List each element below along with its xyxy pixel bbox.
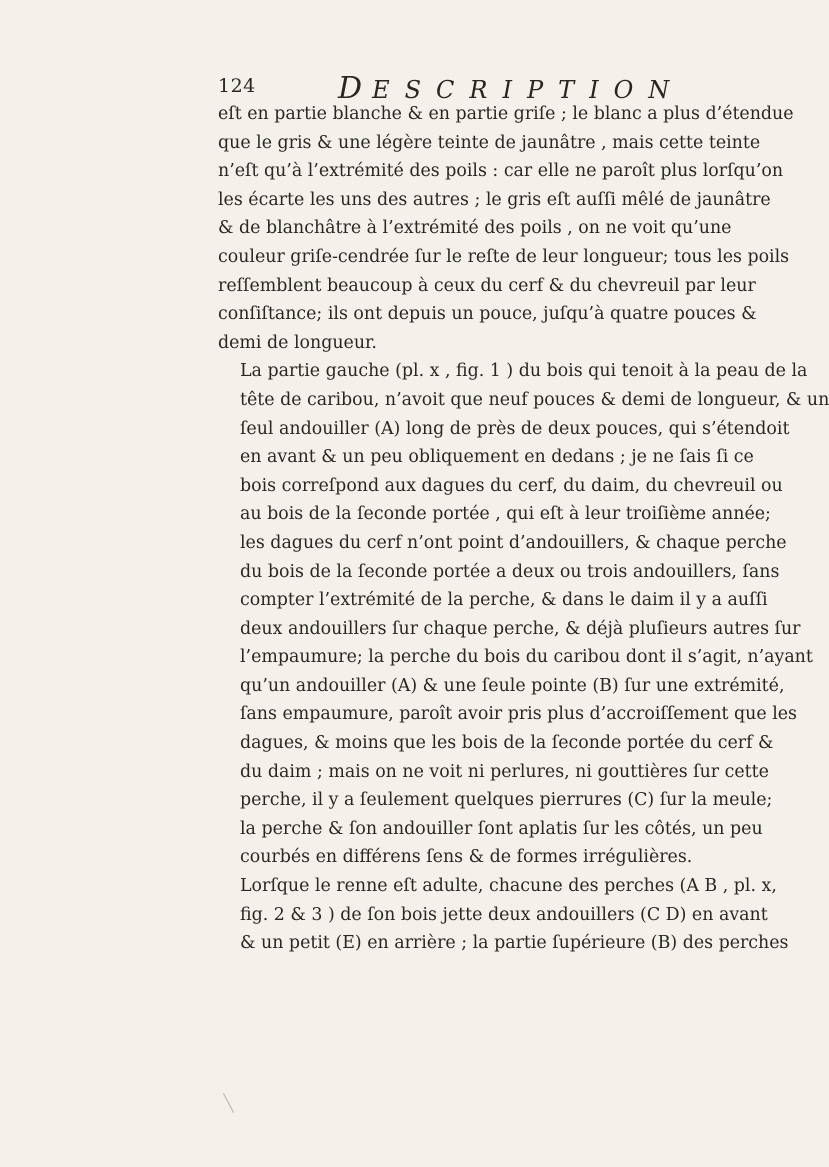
text-line: couleur griſe-cendrée ſur le reſte de leur longueur; tous les poils bbox=[218, 246, 790, 267]
running-title-initial: D bbox=[338, 71, 373, 106]
text-line: dagues, & moins que les bois de la ſeconde portée du cerf & bbox=[240, 733, 774, 754]
text-line: l’empaumure; la perche du bois du caribou dont il s’agit, n’ayant bbox=[240, 647, 813, 668]
text-line: au bois de la ſeconde portée , qui eſt à leur troiſième année; bbox=[240, 504, 771, 525]
paragraph bbox=[218, 357, 829, 872]
text-line: La partie gauche (pl. x , fig. 1 ) du bois qui tenoit à la peau de la bbox=[240, 361, 808, 382]
text-line: & un petit (E) en arrière ; la partie ſupérieure (B) des perches bbox=[240, 933, 789, 954]
text-line: demi de longueur. bbox=[218, 332, 377, 353]
paragraph bbox=[218, 100, 794, 357]
text-line: ſeul andouiller (A) long de près de deux pouces, qui s’étendoit bbox=[240, 418, 790, 439]
text-line: courbés en différens ſens & de formes irrégulières. bbox=[240, 847, 693, 868]
text-line: compter l’extrémité de la perche, & dans le daim il y a auſſi bbox=[240, 590, 768, 611]
page-number: 124 bbox=[218, 75, 256, 97]
text-line: perche, il y a ſeulement quelques pierrures (C) ſur la meule; bbox=[240, 790, 773, 811]
text-line: les dagues du cerf n’ont point d’andouillers, & chaque perche bbox=[240, 532, 787, 553]
text-line: n’eſt qu’à l’extrémité des poils : car elle ne paroît plus lorſqu’on bbox=[218, 161, 784, 182]
paragraph bbox=[218, 872, 789, 958]
text-line: la perche & ſon andouiller ſont aplatis ſur les côtés, un peu bbox=[240, 818, 763, 839]
text-line: eſt en partie blanche & en partie griſe ; le blanc a plus d’étendue bbox=[218, 104, 794, 124]
text-line: fig. 2 & 3 ) de ſon bois jette deux andouillers (C D) en avant bbox=[240, 904, 768, 925]
text-line: & de blanchâtre à l’extrémité des poils , on ne voit qu’une bbox=[218, 218, 732, 239]
text-line: du bois de la ſeconde portée a deux ou trois andouillers, ſans bbox=[240, 561, 780, 582]
text-line: que le gris & une légère teinte de jaunâtre , mais cette teinte bbox=[218, 132, 761, 153]
text-line: reſſemblent beaucoup à ceux du cerf & du chevreuil par leur bbox=[218, 275, 756, 296]
running-title-rest: ESCRIPTION bbox=[372, 76, 685, 104]
text-line: Lorſque le renne eſt adulte, chacune des perches (A B , pl. x, bbox=[240, 876, 777, 897]
text-line: bois correſpond aux dagues du cerf, du daim, du chevreuil ou bbox=[240, 475, 783, 496]
text-line: conſiſtance; ils ont depuis un pouce, juſqu’à quatre pouces & bbox=[218, 304, 757, 325]
text-line: les écarte les uns des autres ; le gris eſt auſſi mêlé de jaunâtre bbox=[218, 189, 771, 210]
stray-ink-mark bbox=[223, 1093, 234, 1113]
body-text bbox=[218, 100, 829, 958]
text-line: deux andouillers ſur chaque perche, & déjà pluſieurs autres ſur bbox=[240, 618, 801, 639]
text-line: du daim ; mais on ne voit ni perlures, ni gouttières ſur cette bbox=[240, 761, 769, 782]
text-line: qu’un andouiller (A) & une ſeule pointe (B) ſur une extrémité, bbox=[240, 675, 785, 696]
text-line: tête de caribou, n’avoit que neuf pouces & demi de longueur, & un bbox=[240, 389, 829, 410]
text-line: ſans empaumure, paroît avoir pris plus d’accroiſſement que les bbox=[240, 704, 797, 725]
text-line: en avant & un peu obliquement en dedans ; je ne ſais ſi ce bbox=[240, 447, 754, 468]
